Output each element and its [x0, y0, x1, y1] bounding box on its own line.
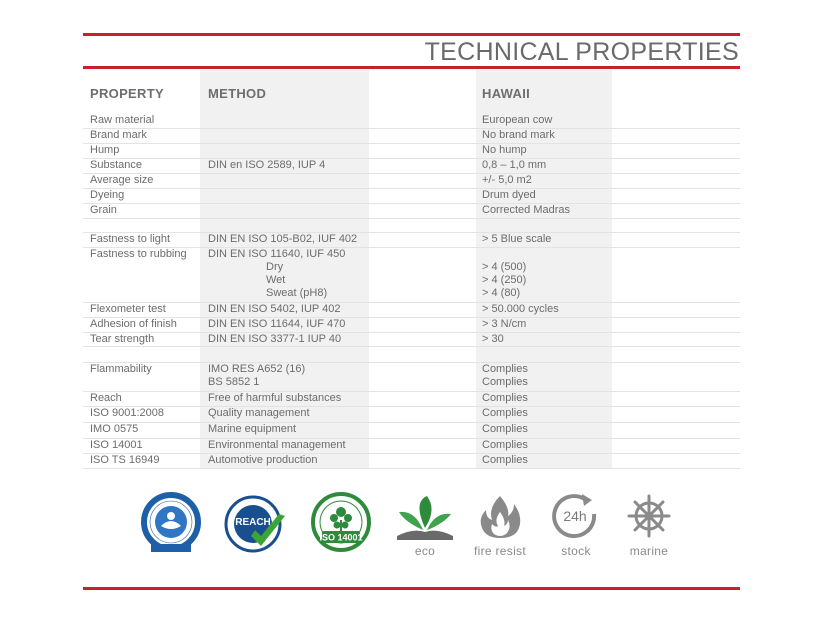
hawaii-value-cell: Complies [482, 392, 528, 404]
property-cell: ISO TS 16949 [90, 454, 160, 466]
bottom-rule [83, 587, 740, 590]
stock-logo [546, 492, 606, 562]
property-cell: Tear strength [90, 333, 155, 345]
header-hawaii: HAWAII [482, 86, 531, 101]
property-cell: Flexometer test [90, 303, 166, 315]
hawaii-value-cell: > 30 [482, 333, 504, 345]
method-cell: DIN EN ISO 3377-1 IUP 40 [208, 333, 342, 345]
hawaii-value-cell: Complies [482, 423, 528, 435]
property-cell: Fastness to rubbing [90, 248, 187, 260]
table-row [83, 174, 740, 189]
table-row [83, 159, 740, 174]
property-cell: ISO 9001:2008 [90, 407, 165, 419]
hawaii-value-cell: Complies [482, 439, 528, 451]
marine-logo [619, 492, 679, 562]
property-cell: Adhesion of finish [90, 318, 177, 330]
property-cell: Hump [90, 144, 120, 156]
properties-table [83, 70, 740, 468]
iso-14001-logo [309, 492, 373, 562]
hawaii-value-cell: European cow [482, 114, 553, 126]
method-cell: Environmental management [208, 439, 346, 451]
property-cell: Flammability [90, 363, 152, 375]
method-cell: DIN EN ISO 5402, IUP 402 [208, 303, 341, 315]
hawaii-value-cell: > 4 (500) > 4 (250) > 4 (80) [482, 261, 527, 299]
hawaii-value-cell: > 3 N/cm [482, 318, 527, 330]
table-row [83, 233, 740, 248]
stock-label: stock [561, 544, 591, 558]
property-cell: Grain [90, 204, 117, 216]
table-row [83, 392, 740, 407]
method-cell: Automotive production [208, 454, 318, 466]
method-cell: DIN EN ISO 11640, IUF 450 Dry Wet Sweat (pH8) [208, 248, 346, 299]
property-cell: Raw material [90, 114, 155, 126]
table-row [83, 439, 740, 454]
property-cell: IMO 0575 [90, 423, 139, 435]
marine-label: marine [629, 544, 669, 558]
fire-resist-logo [470, 492, 530, 562]
hawaii-value-cell: +/- 5,0 m2 [482, 174, 532, 186]
hawaii-value-cell: > 50.000 cycles [482, 303, 559, 315]
hawaii-value-cell: No brand mark [482, 129, 555, 141]
top-rule [83, 33, 740, 36]
table-row [83, 204, 740, 219]
table-row [83, 114, 740, 129]
method-cell: Marine equipment [208, 423, 297, 435]
table-row [83, 423, 740, 439]
table-row [83, 407, 740, 423]
hawaii-value-cell: Drum dyed [482, 189, 536, 201]
header-method: METHOD [208, 86, 267, 101]
method-cell: Free of harmful substances [208, 392, 342, 404]
property-cell: Average size [90, 174, 154, 186]
property-cell: ISO 14001 [90, 439, 143, 451]
title-underline [83, 66, 740, 69]
fire-resist-label: fire resist [474, 544, 526, 558]
table-row [83, 303, 740, 318]
eco-label: eco [414, 544, 436, 558]
iso-text: ISO 14001 [319, 532, 363, 543]
property-cell: Fastness to light [90, 233, 171, 245]
property-cell: Dyeing [90, 189, 125, 201]
table-row [83, 248, 740, 303]
hawaii-value-cell: 0,8 – 1,0 mm [482, 159, 547, 171]
table-row [83, 129, 740, 144]
page-title: TECHNICAL PROPERTIES [424, 38, 739, 66]
hawaii-value-cell: Complies [482, 407, 528, 419]
hawaii-value-cell: Corrected Madras [482, 204, 571, 216]
header-property: PROPERTY [90, 86, 164, 101]
method-cell: DIN EN ISO 105-B02, IUF 402 [208, 233, 358, 245]
table-row [83, 189, 740, 204]
eco-logo [393, 492, 457, 562]
stock-24h-text: 24h [563, 508, 587, 524]
property-cell: Substance [90, 159, 142, 171]
hawaii-value-cell: > 5 Blue scale [482, 233, 552, 245]
hawaii-value-cell: No hump [482, 144, 527, 156]
table-row [83, 219, 740, 233]
property-cell: Reach [90, 392, 122, 404]
hawaii-value-cell: Complies Complies [482, 363, 528, 388]
table-row [83, 347, 740, 363]
method-cell: Quality management [208, 407, 310, 419]
reach-compliant-logo [223, 492, 287, 562]
table-row [83, 454, 740, 469]
method-cell: DIN en ISO 2589, IUP 4 [208, 159, 326, 171]
table-row [83, 144, 740, 159]
reach-text: REACH [235, 517, 271, 528]
method-cell: DIN EN ISO 11644, IUF 470 [208, 318, 346, 330]
table-row [83, 318, 740, 333]
certification-logos [83, 492, 740, 562]
property-cell: Brand mark [90, 129, 147, 141]
table-row [83, 333, 740, 347]
hawaii-value-cell: Complies [482, 454, 528, 466]
blue-angel-logo [141, 492, 201, 562]
method-cell: IMO RES A652 (16) BS 5852 1 [208, 363, 306, 388]
table-row [83, 363, 740, 392]
